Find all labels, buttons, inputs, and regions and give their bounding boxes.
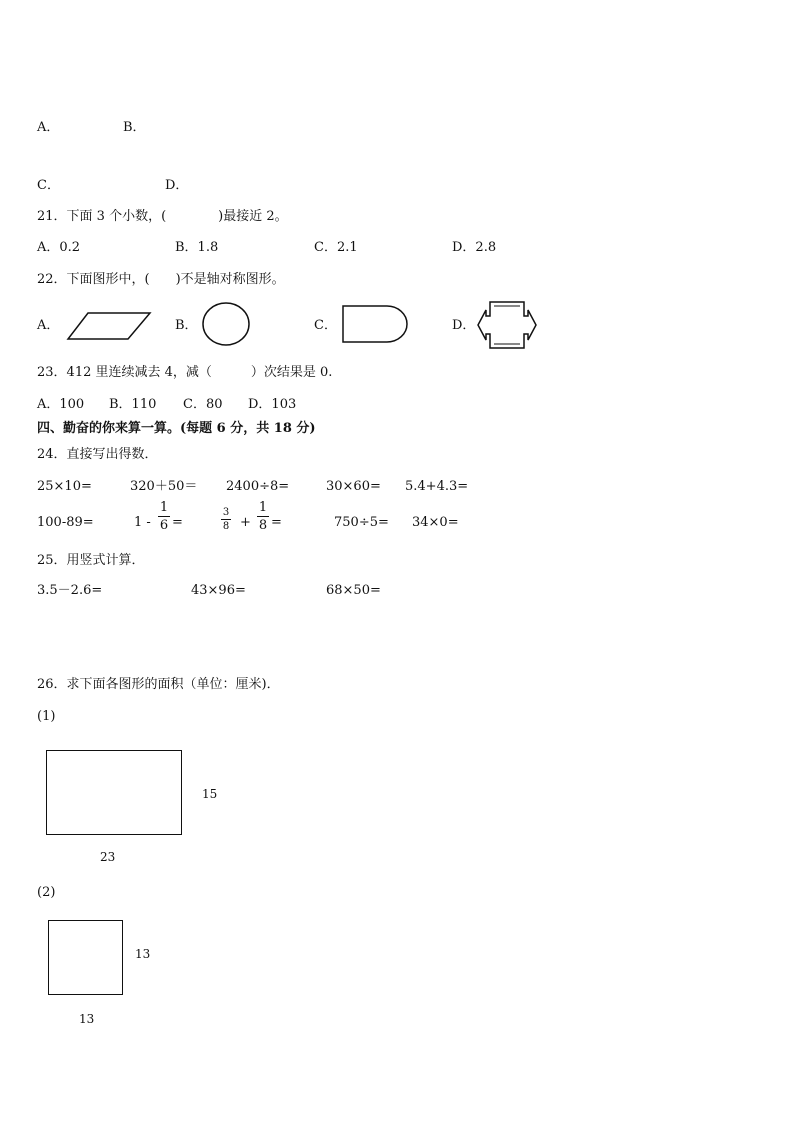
q25-item-1: 3.5－2.6= [37,583,103,598]
bullet-shape [341,304,409,344]
q25-item-2: 43×96= [191,583,246,598]
cross-arrows-shape [476,300,538,350]
fraction-bar [257,516,269,517]
fraction-numerator: 3 [222,507,230,518]
q25-item-3: 68×50= [326,583,381,598]
q22-label-c: C． [314,318,337,333]
q23-option-d: D．103 [248,397,297,412]
q23-option-c: C．80 [183,397,223,412]
q22-label-d: D． [452,318,476,333]
q24-fraction-2b [257,500,269,533]
square-bottom-label: 13 [79,1012,95,1026]
q20-option-a: A． [37,120,60,135]
q24-item-4: 30×60= [326,479,381,494]
q25-stem: 25．用竖式计算． [37,553,145,568]
circle-shape [201,301,251,347]
q21-option-c: C．2.1 [314,240,358,255]
q22-label-a: A． [37,318,60,333]
fraction-numerator: 1 [159,500,169,515]
q24-frac1-suffix: = [172,515,183,530]
fraction-bar [158,516,170,517]
fraction-denominator: 8 [258,518,268,533]
square-figure [48,920,123,995]
fraction-denominator: 8 [222,521,230,532]
q23-stem: 23．412 里连续减去 4，减（ ）次结果是 0. [37,365,333,380]
rectangle-bottom-label: 23 [100,850,116,864]
fraction-denominator: 6 [159,518,169,533]
q24-item-9: 750÷5= [334,515,389,530]
q24-item-10: 34×0= [412,515,459,530]
q20-option-d: D． [165,178,189,193]
rectangle-figure [46,750,182,835]
q26-stem: 26．求下面各图形的面积（单位：厘米)． [37,677,280,692]
q24-item-6: 100-89= [37,515,94,530]
rectangle-side-label: 15 [202,787,218,801]
q24-frac2-suffix: = [271,515,282,530]
q26-part2-label: (2) [37,885,56,900]
q24-item-2: 320＋50＝ [130,479,198,494]
fraction-numerator: 1 [258,500,268,515]
q20-option-b: B． [123,120,146,135]
parallelogram-shape [66,311,152,341]
q22-label-b: B． [175,318,198,333]
section-heading: 四、勤奋的你来算一算。(每题 6 分，共 18 分) [37,421,316,436]
q23-option-b: B．110 [109,397,157,412]
square-side-label: 13 [135,947,151,961]
q20-option-c: C． [37,178,60,193]
q22-stem: 22．下面图形中，( )不是轴对称图形。 [37,272,285,287]
q24-fraction-2a [221,507,231,532]
q23-option-a: A．100 [37,397,85,412]
q24-item-1: 25×10= [37,479,92,494]
q24-stem: 24．直接写出得数． [37,447,158,462]
q24-item-3: 2400÷8= [226,479,290,494]
q24-item-5: 5.4+4.3= [405,479,469,494]
q21-stem: 21．下面 3 个小数，( )最接近 2。 [37,209,288,224]
q21-option-a: A．0.2 [37,240,81,255]
q24-fraction-1 [158,500,170,533]
fraction-bar [221,519,231,520]
q24-frac2-operator: + [240,515,251,530]
q26-part1-label: (1) [37,709,56,724]
q24-frac1-prefix: 1 - [134,515,151,530]
q21-option-b: B．1.8 [175,240,219,255]
q21-option-d: D．2.8 [452,240,497,255]
